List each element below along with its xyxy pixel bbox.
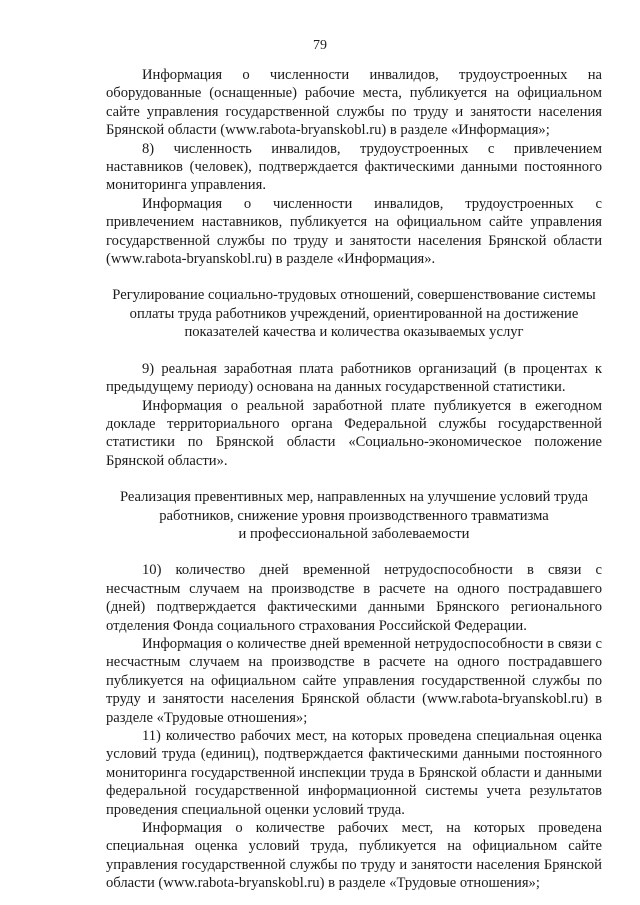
paragraph-disability-days-info: Информация о количестве дней временной нетрудоспособности в связи с несчастным случаем на производстве в расчете на одного пострадавшего публикуется на официальном сайте управления государственной службы по труду и занятости населения Брянской области (www.rabota-bryanskobl.ru) в разделе «Трудовые отношения»; bbox=[106, 635, 602, 726]
heading-line: Регулирование социально-трудовых отношений, совершенствование системы bbox=[112, 287, 596, 304]
paragraph-workplaces-info: Информация о количестве рабочих мест, на которых проведена специальная оценка условий труда, публикуется на официальном сайте управления государственной службы по труду и занятости населения Брянской области (www.rabota-bryanskobl.ru) в разделе «Трудовые отношения»; bbox=[106, 820, 602, 892]
paragraph-item-11: 11) количество рабочих мест, на которых проведена специальная оценка условий труда (единиц), подтверждается фактическими данными постоянного мониторинга государственной инспекции труда в Брянской области и данными федеральной государственной информационной системы учета результатов проведения специальной оценки условий труда. bbox=[106, 728, 602, 818]
document-body bbox=[106, 66, 602, 893]
paragraph-item-8: 8) численность инвалидов, трудоустроенных с привлечением наставников (человек), подтверждается фактическими данными постоянного мониторинга управления. bbox=[106, 140, 602, 194]
section-heading-labor-relations bbox=[106, 286, 602, 341]
paragraph-mentors-info: Информация о численности инвалидов, трудоустроенных с привлечением наставников, публикуется на официальном сайте управления государственной службы по труду и занятости населения Брянской области (www.rabota-bryanskobl.ru) в разделе «Информация». bbox=[106, 195, 602, 268]
paragraph-disabled-equipped-info: Информация о численности инвалидов, трудоустроенных на оборудованные (оснащенные) рабочие места, публикуется на официальном сайте управления государственной службы по труду и занятости населения Брянской области (www.rabota-bryanskobl.ru) в разделе «Информация»; bbox=[106, 67, 602, 139]
heading-line: Реализация превентивных мер, направленных на улучшение условий труда bbox=[119, 489, 589, 506]
section-heading-preventive-measures bbox=[106, 488, 602, 543]
paragraph-wage-info: Информация о реальной заработной плате публикуется в ежегодном докладе территориального органа Федеральной службы государственной статистики по Брянской области «Социально-экономическое положение Брянской области». bbox=[106, 397, 602, 469]
paragraph-item-10: 10) количество дней временной нетрудоспособности в связи с несчастным случаем на производстве в расчете на одного пострадавшего (дней) подтверждается фактическими данными Брянского регионального отделения Фонда социального страхования Российской Федерации. bbox=[106, 562, 602, 634]
heading-line: оплаты труда работников учреждений, ориентированной на достижение bbox=[129, 305, 579, 322]
page-number: 79 bbox=[313, 38, 327, 53]
heading-line: и профессиональной заболеваемости bbox=[238, 525, 470, 542]
paragraph-item-9: 9) реальная заработная плата работников организаций (в процентах к предыдущему периоду) основана на данных государственной статистики. bbox=[106, 360, 602, 396]
heading-line: работников, снижение уровня производственного травматизма bbox=[159, 507, 549, 524]
heading-line: показателей качества и количества оказываемых услуг bbox=[184, 324, 524, 341]
